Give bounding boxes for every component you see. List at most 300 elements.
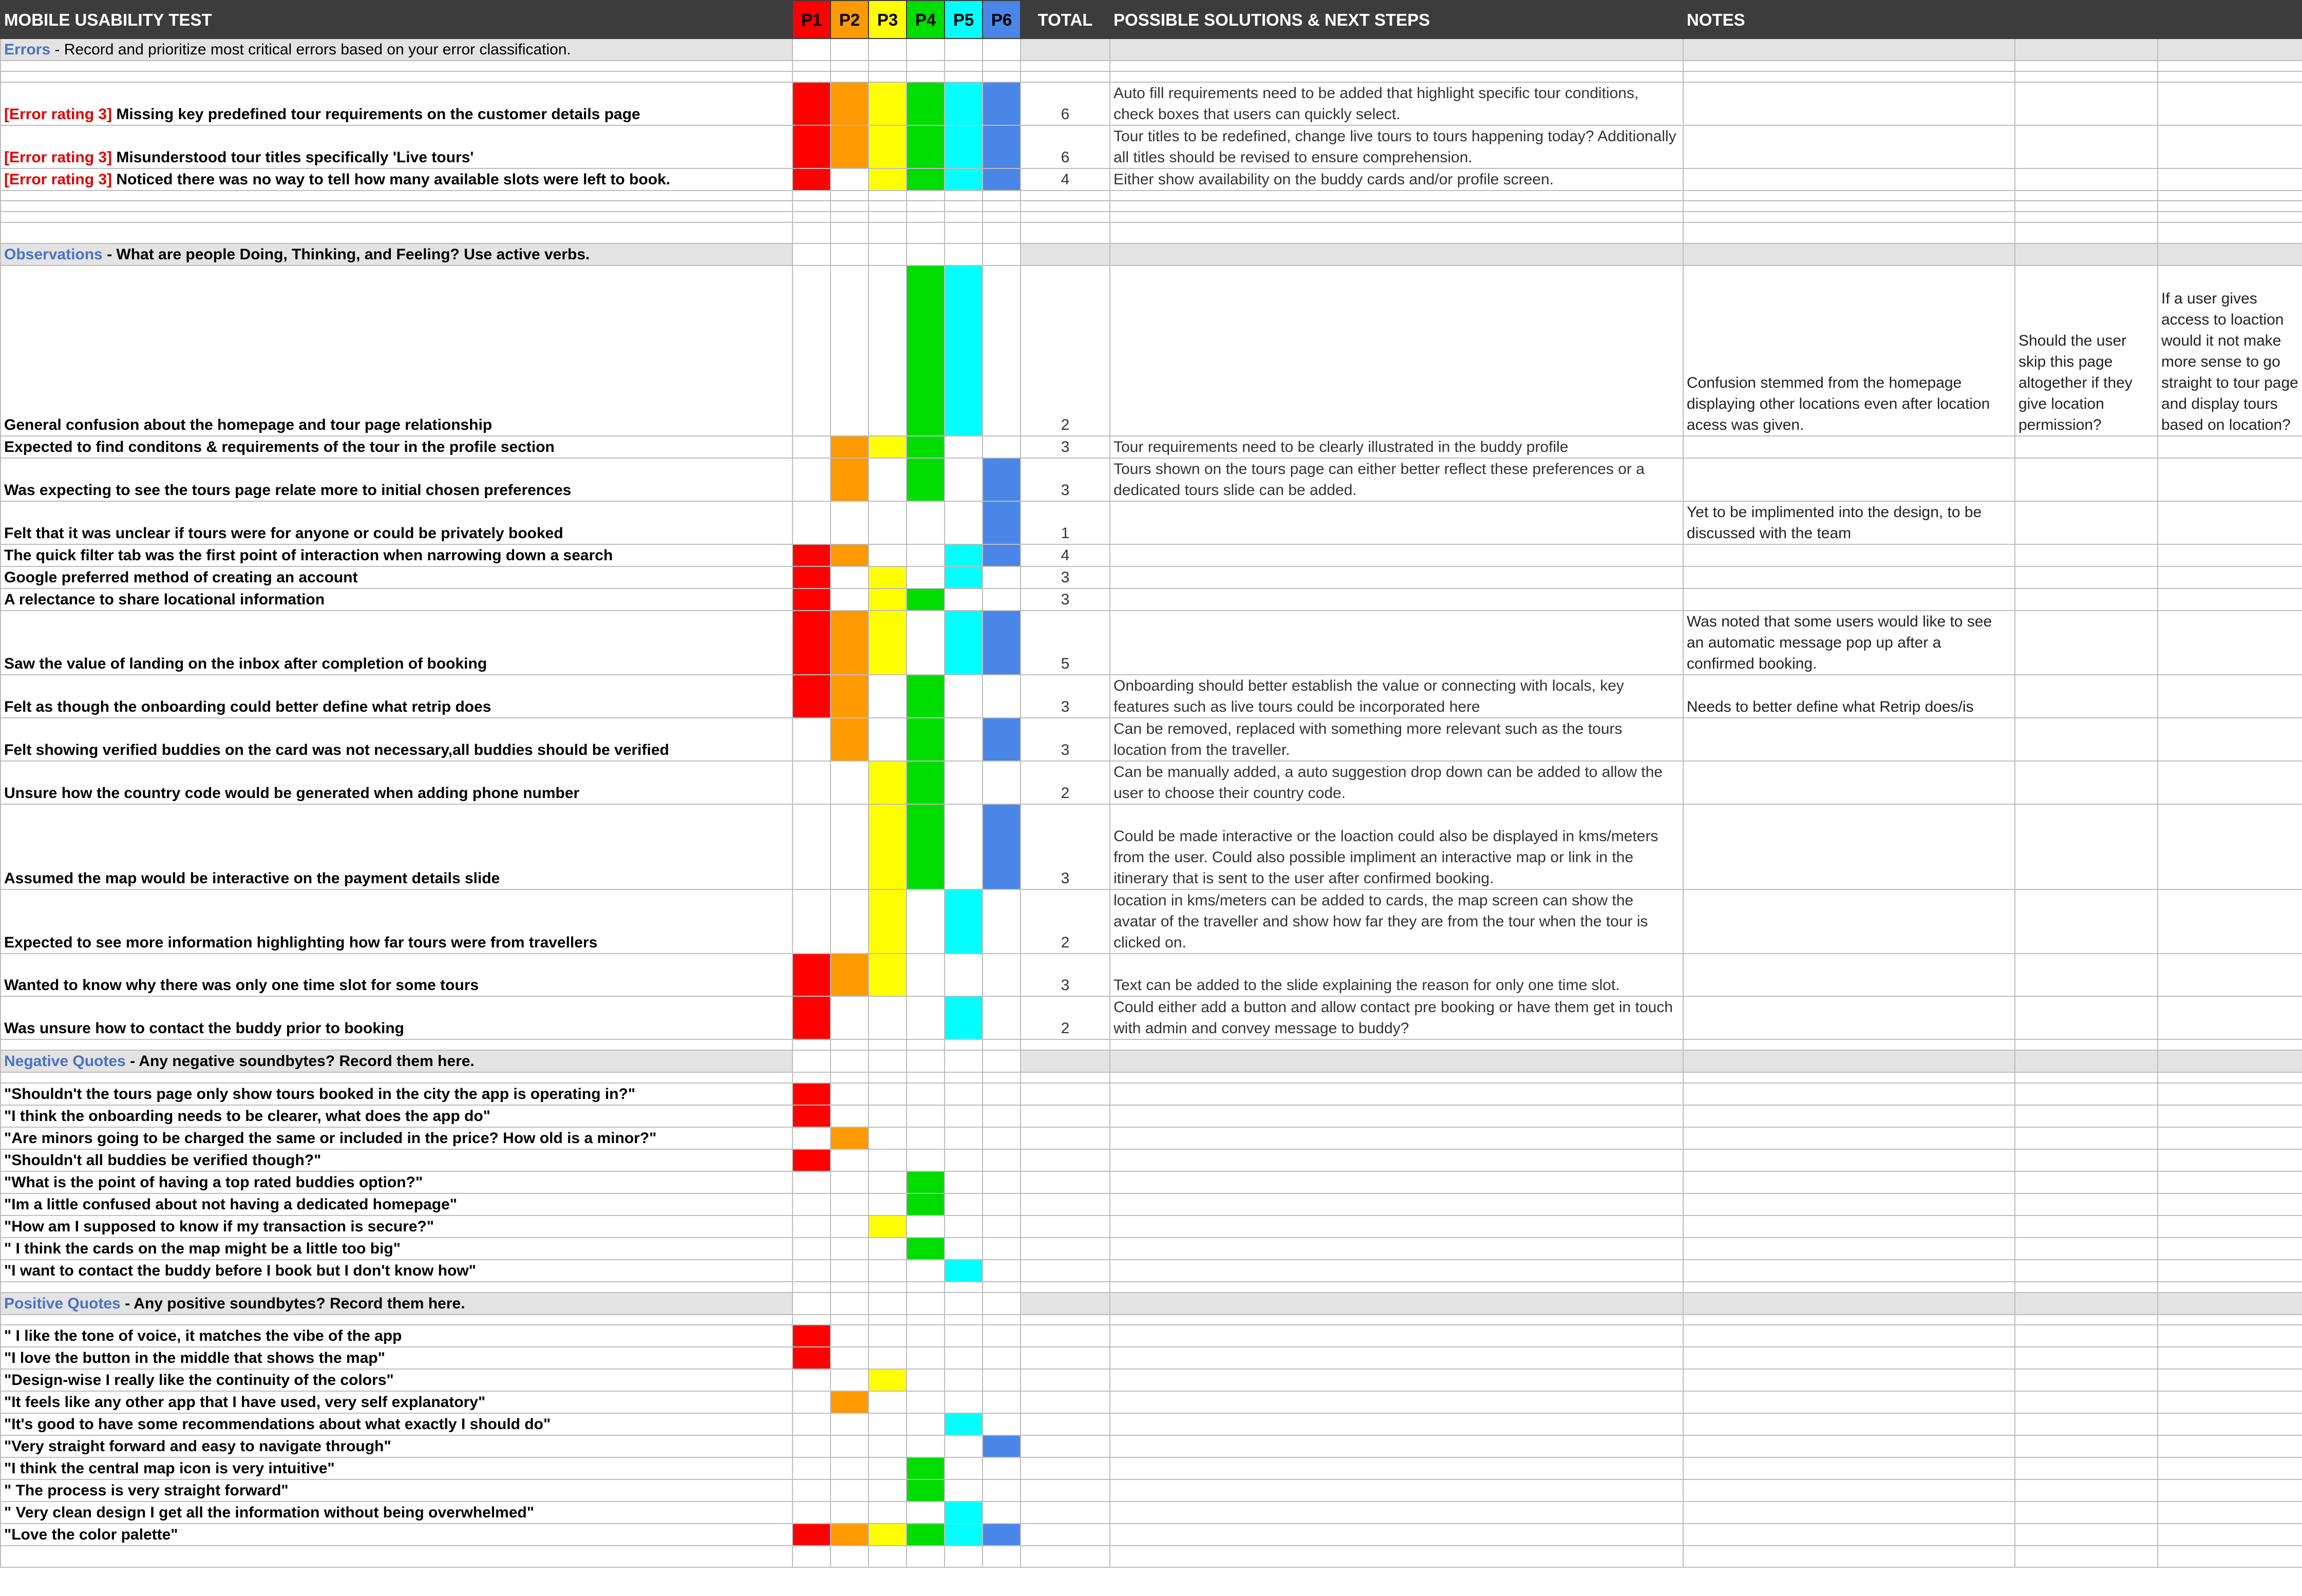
total-cell[interactable]: 6 — [1021, 125, 1110, 168]
participant-1-cell[interactable] — [793, 1127, 831, 1149]
empty-cell[interactable] — [1110, 212, 1683, 222]
note-cell-3[interactable] — [2158, 1149, 2302, 1171]
participant-2-cell[interactable] — [831, 168, 869, 191]
participant-6-cell[interactable] — [983, 1369, 1021, 1391]
note-cell-2[interactable] — [2015, 566, 2158, 588]
error-label[interactable] — [1, 168, 793, 191]
participant-6-cell[interactable] — [983, 718, 1021, 761]
empty-cell[interactable] — [1110, 243, 1683, 265]
note-cell[interactable] — [1683, 458, 2015, 501]
participant-5-cell[interactable] — [945, 1435, 983, 1457]
observation-label[interactable]: Felt as though the onboarding could better define what retrip does — [1, 675, 793, 718]
participant-4-cell[interactable] — [907, 1435, 945, 1457]
participant-3-cell[interactable] — [869, 265, 907, 436]
note-cell-2[interactable] — [2015, 1083, 2158, 1105]
participant-4-cell[interactable] — [907, 611, 945, 675]
participant-6-cell[interactable] — [983, 1238, 1021, 1260]
empty-cell[interactable] — [2158, 191, 2302, 201]
empty-cell[interactable] — [1, 191, 793, 201]
note-cell-2[interactable] — [2015, 718, 2158, 761]
participant-1-cell[interactable] — [793, 1347, 831, 1369]
note-cell[interactable] — [1683, 1435, 2015, 1457]
observation-label[interactable]: General confusion about the homepage and tour page relationship — [1, 265, 793, 436]
participant-3-cell[interactable] — [869, 1524, 907, 1546]
participant-5-cell[interactable] — [945, 954, 983, 996]
participant-3-cell[interactable] — [869, 458, 907, 501]
participant-6-cell[interactable] — [983, 1260, 1021, 1282]
participant-3-cell[interactable] — [869, 1149, 907, 1171]
total-cell[interactable]: 4 — [1021, 168, 1110, 191]
participant-4-cell[interactable] — [907, 761, 945, 804]
participant-6-cell[interactable] — [983, 675, 1021, 718]
participant-2-cell[interactable] — [831, 566, 869, 588]
participant-1-cell[interactable] — [793, 436, 831, 458]
participant-1-cell[interactable] — [793, 544, 831, 566]
note-cell-3[interactable] — [2158, 718, 2302, 761]
section-observations-label[interactable] — [1, 243, 793, 265]
note-cell-2[interactable] — [2015, 1238, 2158, 1260]
participant-5-cell[interactable] — [945, 1127, 983, 1149]
participant-1-cell[interactable] — [793, 1524, 831, 1546]
note-cell[interactable] — [1683, 566, 2015, 588]
note-cell[interactable] — [1683, 996, 2015, 1039]
empty-cell[interactable] — [793, 71, 831, 82]
empty-cell[interactable] — [2158, 1546, 2302, 1567]
note-cell-3[interactable] — [2158, 125, 2302, 168]
empty-cell[interactable] — [983, 243, 1021, 265]
participant-2-cell[interactable] — [831, 718, 869, 761]
empty-cell[interactable] — [2015, 61, 2158, 71]
solution-cell[interactable] — [1110, 1435, 1683, 1457]
empty-cell[interactable] — [983, 212, 1021, 222]
empty-cell[interactable] — [831, 191, 869, 201]
participant-6-cell[interactable] — [983, 954, 1021, 996]
participant-4-cell[interactable] — [907, 436, 945, 458]
total-cell[interactable] — [1021, 1325, 1110, 1347]
participant-1-cell[interactable] — [793, 501, 831, 544]
note-cell[interactable] — [1683, 1215, 2015, 1238]
total-cell[interactable] — [1021, 1413, 1110, 1435]
participant-6-cell[interactable] — [983, 544, 1021, 566]
participant-4-cell[interactable] — [907, 168, 945, 191]
extra-header-1[interactable] — [2015, 1, 2158, 39]
participant-6-cell[interactable] — [983, 1524, 1021, 1546]
participant-6-cell[interactable] — [983, 265, 1021, 436]
participant-3-cell[interactable] — [869, 1479, 907, 1502]
solution-cell[interactable] — [1110, 1105, 1683, 1127]
empty-cell[interactable] — [793, 1282, 831, 1293]
empty-cell[interactable] — [1683, 71, 2015, 82]
total-cell[interactable]: 3 — [1021, 588, 1110, 611]
empty-cell[interactable] — [907, 1546, 945, 1567]
empty-cell[interactable] — [2158, 201, 2302, 212]
error-label[interactable] — [1, 82, 793, 125]
empty-cell[interactable] — [907, 1282, 945, 1293]
note-cell[interactable] — [1683, 82, 2015, 125]
note-cell-3[interactable] — [2158, 1457, 2302, 1479]
participant-4-cell[interactable] — [907, 1260, 945, 1282]
note-cell[interactable] — [1683, 1193, 2015, 1215]
participant-6-cell[interactable] — [983, 1127, 1021, 1149]
empty-cell[interactable] — [983, 61, 1021, 71]
empty-cell[interactable] — [1, 212, 793, 222]
empty-cell[interactable] — [793, 1315, 831, 1325]
positive-quote-text[interactable]: "Design-wise I really like the continuity of the colors" — [1, 1369, 793, 1391]
empty-cell[interactable] — [907, 1072, 945, 1083]
empty-cell[interactable] — [869, 1282, 907, 1293]
empty-cell[interactable] — [793, 1293, 831, 1315]
observation-label[interactable]: A relectance to share locational information — [1, 588, 793, 611]
empty-cell[interactable] — [2015, 1072, 2158, 1083]
participant-5-cell[interactable] — [945, 1238, 983, 1260]
empty-cell[interactable] — [1021, 191, 1110, 201]
empty-cell[interactable] — [1110, 1282, 1683, 1293]
participant-5-cell[interactable] — [945, 566, 983, 588]
empty-cell[interactable] — [1683, 61, 2015, 71]
note-cell[interactable] — [1683, 1171, 2015, 1193]
note-cell-2[interactable] — [2015, 1127, 2158, 1149]
note-cell-2[interactable] — [2015, 1347, 2158, 1369]
participant-6-cell[interactable] — [983, 501, 1021, 544]
participant-1-cell[interactable] — [793, 1435, 831, 1457]
empty-cell[interactable] — [1683, 243, 2015, 265]
note-cell-3[interactable] — [2158, 1171, 2302, 1193]
participant-6-cell[interactable] — [983, 436, 1021, 458]
participant-3-cell[interactable] — [869, 1457, 907, 1479]
positive-quote-text[interactable]: " I like the tone of voice, it matches the vibe of the app — [1, 1325, 793, 1347]
total-cell[interactable]: 4 — [1021, 544, 1110, 566]
participant-2-cell[interactable] — [831, 1238, 869, 1260]
note-cell-2[interactable] — [2015, 1193, 2158, 1215]
empty-cell[interactable] — [869, 1039, 907, 1050]
participant-4-cell[interactable] — [907, 588, 945, 611]
participant-6-cell[interactable] — [983, 1149, 1021, 1171]
solution-cell[interactable] — [1110, 1083, 1683, 1105]
note-cell-2[interactable] — [2015, 675, 2158, 718]
total-cell[interactable]: 2 — [1021, 761, 1110, 804]
note-cell[interactable] — [1683, 1083, 2015, 1105]
empty-cell[interactable] — [793, 1546, 831, 1567]
participant-5-cell[interactable] — [945, 1105, 983, 1127]
empty-cell[interactable] — [831, 1050, 869, 1072]
empty-cell[interactable] — [793, 243, 831, 265]
participant-5-cell[interactable] — [945, 1413, 983, 1435]
solution-cell[interactable] — [1110, 1238, 1683, 1260]
participant-1-cell[interactable] — [793, 1238, 831, 1260]
empty-cell[interactable] — [1110, 191, 1683, 201]
empty-cell[interactable] — [2158, 1050, 2302, 1072]
empty-cell[interactable] — [2158, 39, 2302, 61]
empty-cell[interactable] — [907, 191, 945, 201]
note-cell-2[interactable] — [2015, 458, 2158, 501]
empty-cell[interactable] — [831, 212, 869, 222]
empty-cell[interactable] — [983, 1050, 1021, 1072]
empty-cell[interactable] — [983, 1039, 1021, 1050]
empty-cell[interactable] — [1021, 1315, 1110, 1325]
participant-3-cell[interactable] — [869, 1369, 907, 1391]
observation-label[interactable]: Felt that it was unclear if tours were for anyone or could be privately booked — [1, 501, 793, 544]
empty-cell[interactable] — [2015, 222, 2158, 244]
empty-cell[interactable] — [1683, 1050, 2015, 1072]
empty-cell[interactable] — [2015, 201, 2158, 212]
sheet-title[interactable]: MOBILE USABILITY TEST — [1, 1, 793, 39]
participant-5-cell[interactable] — [945, 82, 983, 125]
empty-cell[interactable] — [983, 1293, 1021, 1315]
empty-cell[interactable] — [831, 1293, 869, 1315]
total-cell[interactable] — [1021, 1479, 1110, 1502]
empty-cell[interactable] — [1110, 39, 1683, 61]
note-cell[interactable] — [1683, 1369, 2015, 1391]
empty-cell[interactable] — [2158, 243, 2302, 265]
empty-cell[interactable] — [1683, 191, 2015, 201]
negative-quote-text[interactable]: "Im a little confused about not having a dedicated homepage" — [1, 1193, 793, 1215]
empty-cell[interactable] — [1110, 1039, 1683, 1050]
empty-cell[interactable] — [831, 1282, 869, 1293]
observation-label[interactable]: Assumed the map would be interactive on the payment details slide — [1, 804, 793, 889]
empty-cell[interactable] — [793, 39, 831, 61]
participant-2-cell[interactable] — [831, 1347, 869, 1369]
total-cell[interactable] — [1021, 1171, 1110, 1193]
participant-3-cell[interactable] — [869, 1260, 907, 1282]
empty-cell[interactable] — [2015, 39, 2158, 61]
solution-cell[interactable] — [1110, 1149, 1683, 1171]
empty-cell[interactable] — [907, 222, 945, 244]
empty-cell[interactable] — [793, 61, 831, 71]
participant-1-cell[interactable] — [793, 1413, 831, 1435]
empty-cell[interactable] — [1683, 1039, 2015, 1050]
total-cell[interactable]: 5 — [1021, 611, 1110, 675]
observation-label[interactable]: Google preferred method of creating an account — [1, 566, 793, 588]
note-cell[interactable]: Confusion stemmed from the homepage displaying other locations even after location acess was given. — [1683, 265, 2015, 436]
participant-4-cell[interactable] — [907, 458, 945, 501]
empty-cell[interactable] — [869, 1050, 907, 1072]
empty-cell[interactable] — [2015, 1546, 2158, 1567]
participant-1-cell[interactable] — [793, 1260, 831, 1282]
note-cell-2[interactable] — [2015, 1413, 2158, 1435]
participant-1-cell[interactable] — [793, 1325, 831, 1347]
empty-cell[interactable] — [1110, 1293, 1683, 1315]
participant-1-cell[interactable] — [793, 1479, 831, 1502]
empty-cell[interactable] — [1, 1039, 793, 1050]
participant-5-cell[interactable] — [945, 1347, 983, 1369]
participant-2-cell[interactable] — [831, 1369, 869, 1391]
solution-cell[interactable] — [1110, 588, 1683, 611]
participant-4-cell[interactable] — [907, 1171, 945, 1193]
note-cell[interactable] — [1683, 1260, 2015, 1282]
total-cell[interactable] — [1021, 1502, 1110, 1524]
total-cell[interactable] — [1021, 1215, 1110, 1238]
solutions-header[interactable]: POSSIBLE SOLUTIONS & NEXT STEPS — [1110, 1, 1683, 39]
participant-2-cell[interactable] — [831, 1435, 869, 1457]
note-cell-3[interactable] — [2158, 954, 2302, 996]
participant-3-cell[interactable] — [869, 1238, 907, 1260]
solution-cell[interactable] — [1110, 1260, 1683, 1282]
negative-quote-text[interactable]: "How am I supposed to know if my transaction is secure?" — [1, 1215, 793, 1238]
participant-6-cell[interactable] — [983, 889, 1021, 954]
empty-cell[interactable] — [1, 1315, 793, 1325]
participant-3-cell[interactable] — [869, 1083, 907, 1105]
positive-quote-text[interactable]: " Very clean design I get all the information without being overwhelmed" — [1, 1502, 793, 1524]
participant-1-cell[interactable] — [793, 889, 831, 954]
participant-3-cell[interactable] — [869, 611, 907, 675]
participant-2-cell[interactable] — [831, 1127, 869, 1149]
solution-cell[interactable] — [1110, 566, 1683, 588]
participant-5-cell[interactable] — [945, 168, 983, 191]
note-cell-3[interactable] — [2158, 1347, 2302, 1369]
participant-1-cell[interactable] — [793, 611, 831, 675]
note-cell-2[interactable] — [2015, 168, 2158, 191]
participant-5-cell[interactable] — [945, 1479, 983, 1502]
solution-cell[interactable] — [1110, 1215, 1683, 1238]
participant-1-cell[interactable] — [793, 458, 831, 501]
participant-2-cell[interactable] — [831, 889, 869, 954]
participant-3-cell[interactable] — [869, 1127, 907, 1149]
participant-2-cell[interactable] — [831, 1260, 869, 1282]
empty-cell[interactable] — [1021, 1039, 1110, 1050]
empty-cell[interactable] — [2158, 1039, 2302, 1050]
note-cell-2[interactable] — [2015, 761, 2158, 804]
participant-1-cell[interactable] — [793, 954, 831, 996]
participant-5-cell[interactable] — [945, 265, 983, 436]
solution-cell[interactable] — [1110, 1193, 1683, 1215]
participant-2-cell[interactable] — [831, 611, 869, 675]
note-cell[interactable] — [1683, 1105, 2015, 1127]
participant-1-cell[interactable] — [793, 588, 831, 611]
participant-6-cell[interactable] — [983, 1105, 1021, 1127]
participant-2-cell[interactable] — [831, 1149, 869, 1171]
participant-6-cell[interactable] — [983, 1325, 1021, 1347]
note-cell-3[interactable] — [2158, 1502, 2302, 1524]
participant-3-cell[interactable] — [869, 168, 907, 191]
note-cell-3[interactable] — [2158, 1391, 2302, 1413]
participant-3-cell[interactable] — [869, 996, 907, 1039]
participant-2-cell[interactable] — [831, 1391, 869, 1413]
empty-cell[interactable] — [831, 61, 869, 71]
total-cell[interactable]: 2 — [1021, 889, 1110, 954]
participant-1-cell[interactable] — [793, 265, 831, 436]
empty-cell[interactable] — [983, 201, 1021, 212]
participant-4-cell[interactable] — [907, 1502, 945, 1524]
empty-cell[interactable] — [2015, 71, 2158, 82]
participant-6-cell[interactable] — [983, 1083, 1021, 1105]
empty-cell[interactable] — [2158, 61, 2302, 71]
observation-label[interactable]: Felt showing verified buddies on the card was not necessary,all buddies should be verified — [1, 718, 793, 761]
participant-4-cell[interactable] — [907, 889, 945, 954]
participant-2-cell[interactable] — [831, 544, 869, 566]
participant-1-cell[interactable] — [793, 82, 831, 125]
participant-4-cell[interactable] — [907, 1238, 945, 1260]
total-cell[interactable]: 3 — [1021, 718, 1110, 761]
total-cell[interactable] — [1021, 1083, 1110, 1105]
note-cell-2[interactable] — [2015, 125, 2158, 168]
note-cell[interactable] — [1683, 436, 2015, 458]
section-positive-label[interactable] — [1, 1293, 793, 1315]
participant-3-cell[interactable] — [869, 1171, 907, 1193]
note-cell[interactable] — [1683, 1457, 2015, 1479]
total-cell[interactable]: 3 — [1021, 675, 1110, 718]
participant-5-cell[interactable] — [945, 125, 983, 168]
empty-cell[interactable] — [2158, 1293, 2302, 1315]
participant-6-cell[interactable] — [983, 1502, 1021, 1524]
participant-3-cell[interactable] — [869, 1391, 907, 1413]
positive-quote-text[interactable]: "I think the central map icon is very intuitive" — [1, 1457, 793, 1479]
empty-cell[interactable] — [831, 243, 869, 265]
empty-cell[interactable] — [1683, 222, 2015, 244]
participant-6-cell[interactable] — [983, 804, 1021, 889]
note-cell[interactable] — [1683, 1347, 2015, 1369]
empty-cell[interactable] — [2158, 222, 2302, 244]
participant-3-cell[interactable] — [869, 1325, 907, 1347]
empty-cell[interactable] — [945, 1050, 983, 1072]
participant-2-cell[interactable] — [831, 588, 869, 611]
section-negative-label[interactable] — [1, 1050, 793, 1072]
note-cell-2[interactable] — [2015, 1369, 2158, 1391]
note-cell-2[interactable] — [2015, 1149, 2158, 1171]
participant-3-cell[interactable] — [869, 1193, 907, 1215]
participant-6-cell[interactable] — [983, 458, 1021, 501]
participant-4-cell[interactable] — [907, 1083, 945, 1105]
participant-4-cell[interactable] — [907, 718, 945, 761]
participant-1-cell[interactable] — [793, 1391, 831, 1413]
note-cell[interactable]: Needs to better define what Retrip does/is — [1683, 675, 2015, 718]
participant-2-cell[interactable] — [831, 1083, 869, 1105]
note-cell[interactable] — [1683, 1325, 2015, 1347]
empty-cell[interactable] — [1, 71, 793, 82]
participant-2-cell[interactable] — [831, 1524, 869, 1546]
participant-4-cell[interactable] — [907, 1215, 945, 1238]
empty-cell[interactable] — [945, 1293, 983, 1315]
participant-2-cell[interactable] — [831, 996, 869, 1039]
participant-5-cell[interactable] — [945, 1369, 983, 1391]
participant-3-cell[interactable] — [869, 566, 907, 588]
empty-cell[interactable] — [869, 201, 907, 212]
empty-cell[interactable] — [945, 1072, 983, 1083]
empty-cell[interactable] — [793, 212, 831, 222]
empty-cell[interactable] — [831, 1072, 869, 1083]
solution-cell[interactable] — [1110, 265, 1683, 436]
empty-cell[interactable] — [869, 39, 907, 61]
participant-4-cell[interactable] — [907, 566, 945, 588]
negative-quote-text[interactable]: "Are minors going to be charged the same or included in the price? How old is a minor?" — [1, 1127, 793, 1149]
empty-cell[interactable] — [945, 1546, 983, 1567]
negative-quote-text[interactable]: "I want to contact the buddy before I book but I don't know how" — [1, 1260, 793, 1282]
note-cell-3[interactable] — [2158, 1127, 2302, 1149]
participant-6-cell[interactable] — [983, 1391, 1021, 1413]
note-cell-3[interactable] — [2158, 889, 2302, 954]
participant-4-cell[interactable] — [907, 1524, 945, 1546]
participant-2-cell[interactable] — [831, 436, 869, 458]
note-cell-2[interactable] — [2015, 588, 2158, 611]
positive-quote-text[interactable]: "Love the color palette" — [1, 1524, 793, 1546]
note-cell-3[interactable] — [2158, 566, 2302, 588]
empty-cell[interactable] — [869, 191, 907, 201]
solution-cell[interactable]: Can be manually added, a auto suggestion drop down can be added to allow the user to choose their country code. — [1110, 761, 1683, 804]
participant-3-cell[interactable] — [869, 1105, 907, 1127]
observation-label[interactable]: The quick filter tab was the first point of interaction when narrowing down a search — [1, 544, 793, 566]
empty-cell[interactable] — [1, 61, 793, 71]
empty-cell[interactable] — [1110, 1546, 1683, 1567]
solution-cell[interactable] — [1110, 1127, 1683, 1149]
empty-cell[interactable] — [945, 243, 983, 265]
empty-cell[interactable] — [1021, 222, 1110, 244]
participant-4-cell[interactable] — [907, 125, 945, 168]
observation-label[interactable]: Was expecting to see the tours page relate more to initial chosen preferences — [1, 458, 793, 501]
empty-cell[interactable] — [2015, 212, 2158, 222]
participant-3-cell[interactable] — [869, 718, 907, 761]
participant-4-cell[interactable] — [907, 1105, 945, 1127]
participant-5-cell[interactable] — [945, 1524, 983, 1546]
empty-cell[interactable] — [1021, 1546, 1110, 1567]
